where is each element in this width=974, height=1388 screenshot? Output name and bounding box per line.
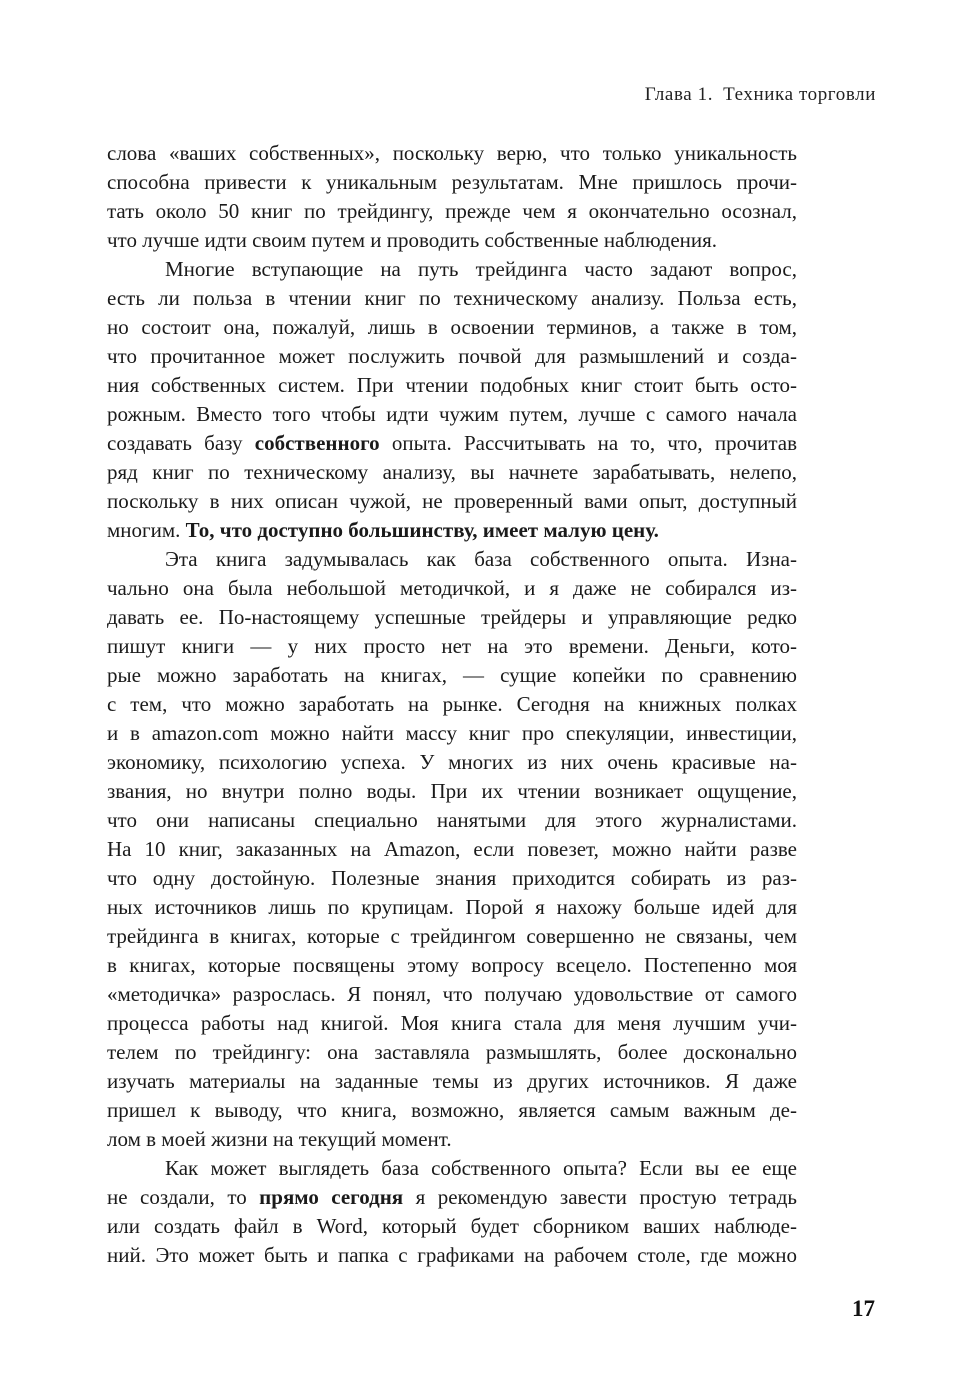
text-line: рожным. Вместо того чтобы идти чужим путем, лучше с самого начала: [107, 402, 797, 426]
text-line: что одну достойную. Полезные знания приходится собирать из раз-: [107, 866, 797, 890]
text-line: ний. Это может быть и папка с графиками на рабочем столе, где можно: [107, 1243, 797, 1267]
text-line: что они написаны специально нанятыми для этого журналистами.: [107, 808, 797, 832]
text-line: [107, 516, 797, 545]
bold-phrase: То, что доступно большинству, имеет малую цену.: [185, 518, 659, 542]
text-line: процесса работы над книгой. Моя книга стала для меня лучшим учи-: [107, 1011, 797, 1035]
text-line: лом в моей жизни на текущий момент.: [107, 1127, 452, 1151]
text-line: чально она была небольшой методичкой, и я даже не собирался из-: [107, 576, 797, 600]
text-line: ряд книг по техническому анализу, вы начнете зарабатывать, нелепо,: [107, 460, 797, 484]
text-line: с тем, что можно заработать на рынке. Сегодня на книжных полках: [107, 692, 797, 716]
text-line: изучать материалы на заданные темы из других источников. Я даже: [107, 1069, 797, 1093]
page-number: 17: [852, 1296, 875, 1321]
text-line: тать около 50 книг по трейдингу, прежде чем я окончательно осознал,: [107, 199, 797, 223]
text-line: На 10 книг, заказанных на Amazon, если повезет, можно найти разве: [107, 837, 797, 861]
chapter-label: Глава 1.: [644, 84, 714, 105]
body-text: [107, 139, 797, 1270]
text-line: давать ее. По-настоящему успешные трейдеры и управляющие редко: [107, 605, 797, 629]
running-header: [645, 84, 876, 106]
text-line: есть ли польза в чтении книг по техническому анализу. Польза есть,: [107, 286, 797, 310]
bold-phrase: прямо сегодня: [259, 1185, 404, 1209]
text-line: в книгах, которые посвящены этому вопросу всецело. Постепенно моя: [107, 953, 797, 977]
text-line: рые можно заработать на книгах, — сущие копейки по сравнению: [107, 663, 797, 687]
text-line: что прочитанное может послужить почвой для размышлений и созда-: [107, 344, 797, 368]
text-line: трейдинга в книгах, которые с трейдингом совершенно не связаны, чем: [107, 924, 797, 948]
text-line: пришел к выводу, что книга, возможно, является самым важным де-: [107, 1098, 797, 1122]
text-line: или создать файл в Word, который будет сборником ваших наблюде-: [107, 1214, 797, 1238]
text-line: [107, 1183, 797, 1212]
text-line: пишут книги — у них просто нет на это времени. Деньги, кото-: [107, 634, 797, 658]
text-line: но состоит она, пожалуй, лишь в освоении терминов, а также в том,: [107, 315, 797, 339]
text-line: Эта книга задумывалась как база собственного опыта. Изна-: [165, 547, 797, 571]
text-line: звания, но внутри полно воды. При их чтении возникает ощущение,: [107, 779, 797, 803]
text-line: ния собственных систем. При чтении подобных книг стоит быть осто-: [107, 373, 797, 397]
text-segment: опыта. Рассчитывать на то, что, прочитав: [379, 431, 797, 455]
text-segment: я рекомендую завести простую тетрадь: [403, 1185, 797, 1209]
chapter-title: Техника торговли: [723, 84, 876, 105]
text-line: [107, 429, 797, 458]
text-segment: не создали, то: [107, 1185, 260, 1209]
bold-phrase: собственного: [254, 431, 380, 455]
text-line: поскольку в них описан чужой, не проверенный вами опыт, доступный: [107, 489, 797, 513]
text-segment: многим.: [107, 518, 186, 542]
text-line: способна привести к уникальным результатам. Мне пришлось прочи-: [107, 170, 797, 194]
text-segment: создавать базу: [107, 431, 255, 455]
text-line: экономику, психологию успеха. У многих из них очень красивые на-: [107, 750, 797, 774]
text-line: телем по трейдингу: она заставляла размышлять, более досконально: [107, 1040, 797, 1064]
text-line: слова «ваших собственных», поскольку верю, что только уникальность: [107, 141, 797, 165]
text-line: что лучше идти своим путем и проводить собственные наблюдения.: [107, 228, 718, 252]
text-line: «методичка» разрослась. Я понял, что получаю удовольствие от самого: [107, 982, 797, 1006]
text-line: Как может выглядеть база собственного опыта? Если вы ее еще: [165, 1156, 797, 1180]
text-line: ных источников лишь по крупицам. Порой я нахожу больше идей для: [107, 895, 797, 919]
text-line: Многие вступающие на путь трейдинга часто задают вопрос,: [165, 257, 797, 281]
text-line: и в amazon.com можно найти массу книг про спекуляции, инвестиции,: [107, 721, 797, 745]
